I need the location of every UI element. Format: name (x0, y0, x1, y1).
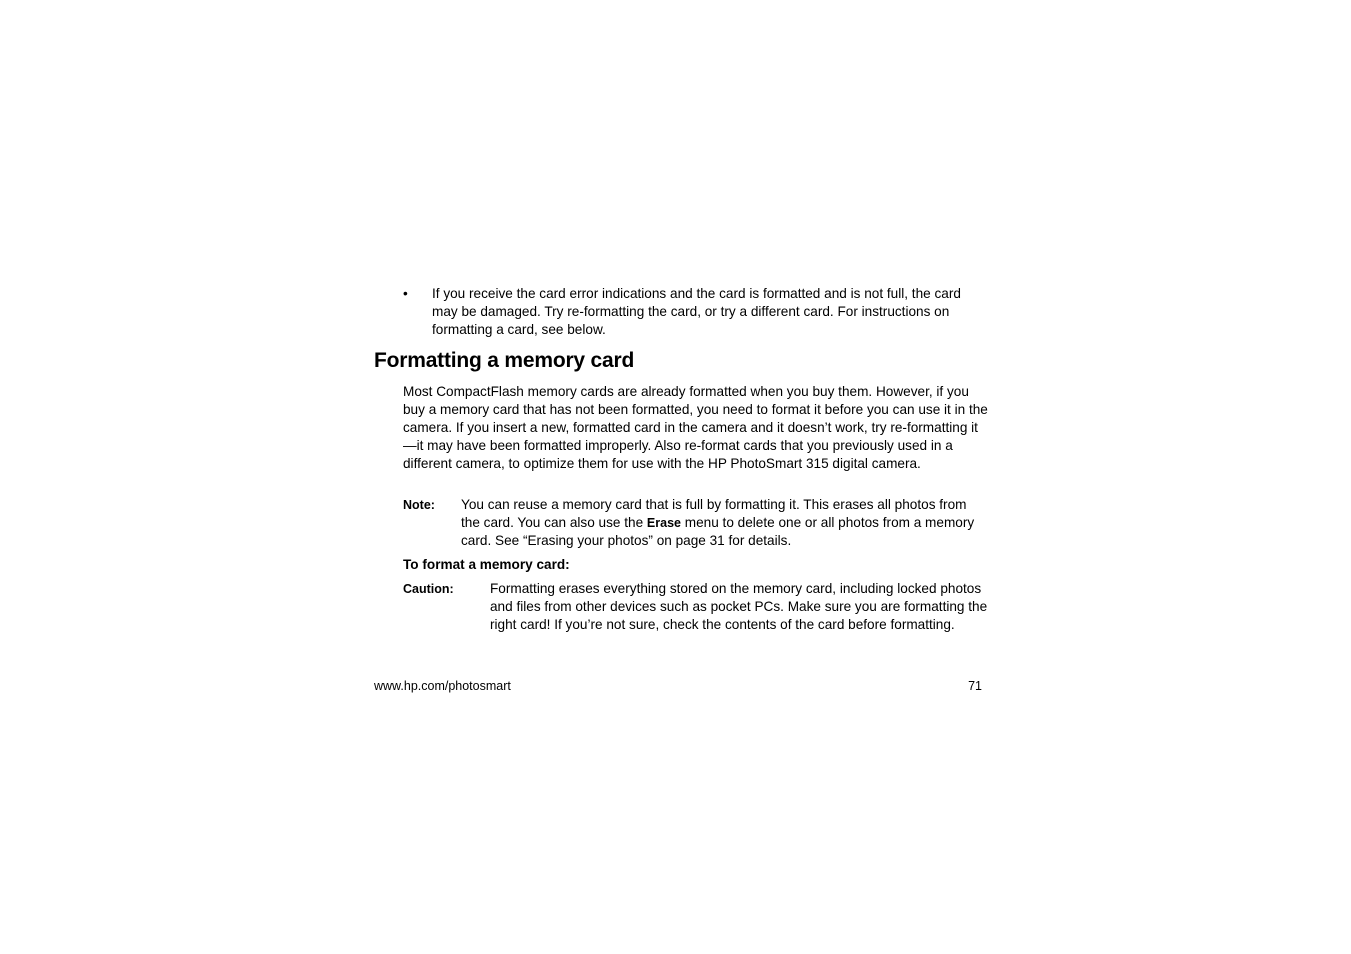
caution-text: Formatting erases everything stored on the memory card, including locked photos and files from other devices such as pocket PCs. Make sure you are formatting the right card! If you’re not sure, check the contents of the card before formatting. (490, 581, 988, 632)
caution-label: Caution: (403, 582, 454, 596)
note-label: Note: (403, 498, 435, 512)
note-block (403, 496, 988, 550)
erase-menu-name: Erase (646, 516, 681, 530)
note-text (461, 496, 988, 550)
page-number: 71 (968, 679, 982, 693)
footer-url: www.hp.com/photosmart (374, 679, 511, 693)
bullet-mark: • (403, 286, 408, 301)
note-text-after: menu to delete one or all photos from a memory card. See “Erasing your photos” on page 31 for details. (461, 515, 975, 548)
note-text-before: You can reuse a memory card that is full by formatting it. This erases all photos from the card. You can also use the (461, 497, 967, 530)
procedure-heading: To format a memory card: (403, 557, 570, 572)
bullet-list-item (403, 285, 988, 339)
intro-paragraph: Most CompactFlash memory cards are already formatted when you buy them. However, if you buy a memory card that has not been formatted, you need to format it before you can use it in the camera. If you insert a new, formatted card in the camera and it doesn’t work, try re-formatting it—it may have been formatted improperly. Also re-format cards that you previously used in a different camera, to optimize them for use with the HP PhotoSmart 315 digital camera. (403, 384, 988, 471)
caution-block (403, 580, 988, 634)
bullet-text: If you receive the card error indications and the card is formatted and is not full, the card may be damaged. Try re-formatting the card, or try a different card. For instructions on formatting a card, see below. (432, 286, 961, 337)
section-heading: Formatting a memory card (374, 349, 635, 372)
